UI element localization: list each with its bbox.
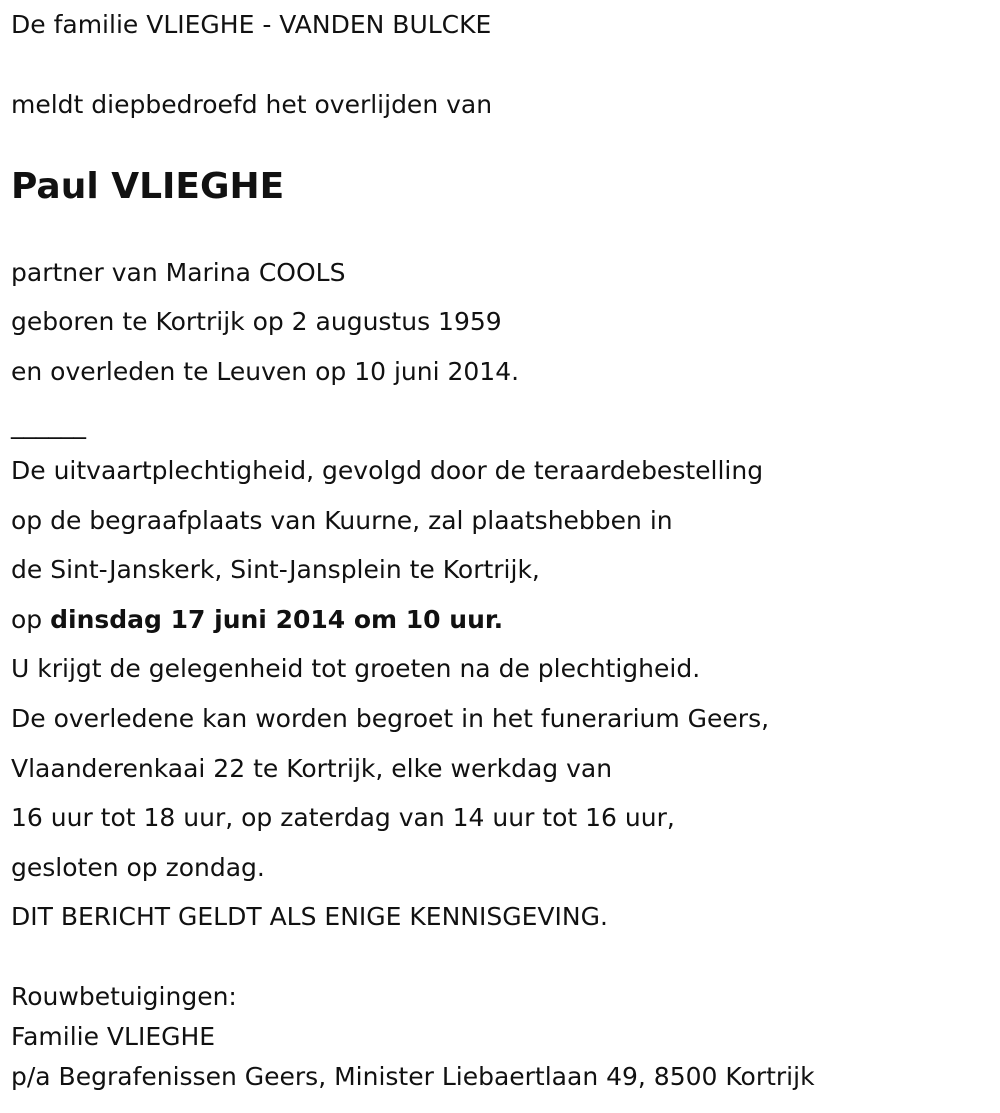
notice-line: DIT BERICHT GELDT ALS ENIGE KENNISGEVING.	[11, 902, 608, 931]
ceremony-line: 16 uur tot 18 uur, op zaterdag van 14 uur tot 16 uur,	[11, 803, 675, 832]
deceased-name: Paul VLIEGHE	[11, 166, 285, 207]
ceremony-line: Vlaanderenkaai 22 te Kortrijk, elke werkdag van	[11, 754, 613, 783]
ceremony-date: dinsdag 17 juni 2014 om 10 uur.	[50, 605, 504, 634]
ceremony-line: De uitvaartplechtigheid, gevolgd door de teraardebestelling	[11, 456, 764, 485]
ceremony-line: gesloten op zondag.	[11, 853, 265, 882]
ceremony-date-line	[11, 605, 503, 635]
condolences-address: p/a Begrafenissen Geers, Minister Liebaertlaan 49, 8500 Kortrijk	[11, 1062, 815, 1091]
separator: ______	[11, 410, 86, 439]
partner-line: partner van Marina COOLS	[11, 258, 346, 287]
ceremony-line: U krijgt de gelegenheid tot groeten na de plechtigheid.	[11, 654, 701, 683]
birth-line: geboren te Kortrijk op 2 augustus 1959	[11, 307, 502, 336]
intro-line: meldt diepbedroefd het overlijden van	[11, 90, 493, 119]
ceremony-line: de Sint-Janskerk, Sint-Jansplein te Kortrijk,	[11, 555, 540, 584]
ceremony-date-prefix: op	[11, 605, 51, 634]
death-line: en overleden te Leuven op 10 juni 2014.	[11, 357, 520, 386]
ceremony-line: De overledene kan worden begroet in het funerarium Geers,	[11, 704, 770, 733]
condolences-recipient: Familie VLIEGHE	[11, 1022, 216, 1051]
ceremony-line: op de begraafplaats van Kuurne, zal plaatshebben in	[11, 506, 673, 535]
family-line: De familie VLIEGHE - VANDEN BULCKE	[11, 10, 492, 39]
condolences-heading: Rouwbetuigingen:	[11, 982, 237, 1011]
